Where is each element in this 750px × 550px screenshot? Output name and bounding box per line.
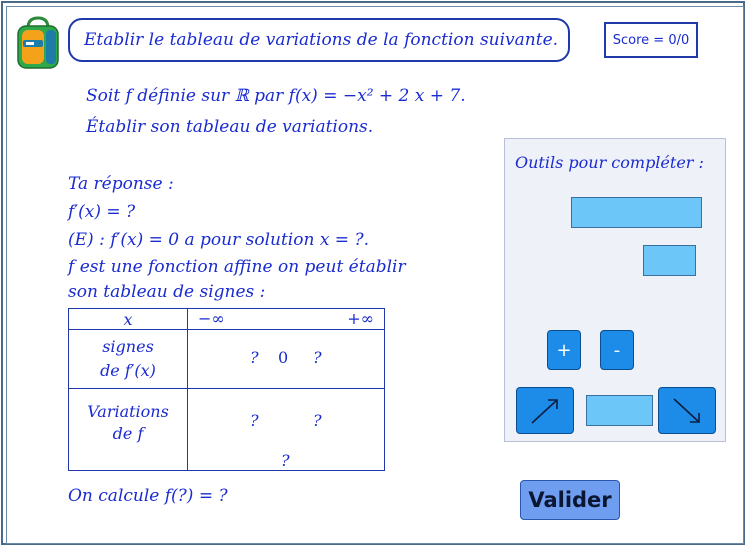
sign-right[interactable]: ?	[313, 348, 322, 367]
decreasing-arrow-button[interactable]	[658, 387, 716, 434]
variations-label-line2: de f	[112, 424, 144, 443]
x-header: x	[69, 309, 188, 330]
tools-title: Outils pour compléter :	[515, 153, 704, 172]
sign-left[interactable]: ?	[250, 348, 259, 367]
backpack-icon	[14, 14, 62, 70]
affine-line: f est une fonction affine on peut établir	[68, 257, 406, 277]
validate-button[interactable]: Valider	[520, 480, 620, 520]
minus-button[interactable]: -	[600, 330, 634, 370]
small-answer-box[interactable]	[643, 245, 696, 276]
variation-left[interactable]: ?	[250, 411, 259, 430]
arrow-down-right-icon	[670, 396, 704, 426]
variation-table	[68, 308, 385, 471]
signs-cell	[188, 330, 385, 389]
score-text: Score = 0/0	[612, 32, 690, 48]
minus-infinity: −∞	[198, 309, 225, 328]
variation-bottom[interactable]: ?	[281, 451, 290, 470]
increasing-arrow-button[interactable]	[516, 387, 574, 434]
plus-button[interactable]: +	[547, 330, 581, 370]
score-badge	[604, 22, 698, 58]
tools-panel	[504, 138, 726, 442]
variations-label	[69, 389, 188, 471]
derivative-line: f′(x) = ?	[68, 202, 136, 222]
value-box[interactable]	[586, 395, 653, 426]
equation-line: (E) : f′(x) = 0 a pour solution x = ?.	[68, 230, 369, 250]
answer-heading: Ta réponse :	[68, 174, 174, 194]
variation-right[interactable]: ?	[313, 411, 322, 430]
signs-label-line1: signes	[102, 337, 154, 356]
instruction-box	[68, 18, 570, 62]
arrow-up-right-icon	[528, 396, 562, 426]
sign-zero[interactable]: 0	[278, 348, 289, 367]
problem-task: Établir son tableau de variations.	[86, 117, 374, 137]
x-range-cell	[188, 309, 385, 330]
large-answer-box[interactable]	[571, 197, 702, 228]
variations-label-line1: Variations	[87, 402, 169, 421]
plus-infinity: +∞	[347, 309, 374, 328]
signs-label	[69, 330, 188, 389]
instruction-text: Etablir le tableau de variations de la fonction suivante.	[84, 30, 559, 50]
variations-cell	[188, 389, 385, 471]
sign-table-line: son tableau de signes :	[68, 282, 266, 302]
problem-statement: Soit f définie sur ℝ par f(x) = −x² + 2 x + 7.	[86, 86, 466, 106]
conclusion-line: On calcule f(?) = ?	[68, 486, 228, 506]
signs-label-line2: de f′(x)	[100, 361, 156, 380]
